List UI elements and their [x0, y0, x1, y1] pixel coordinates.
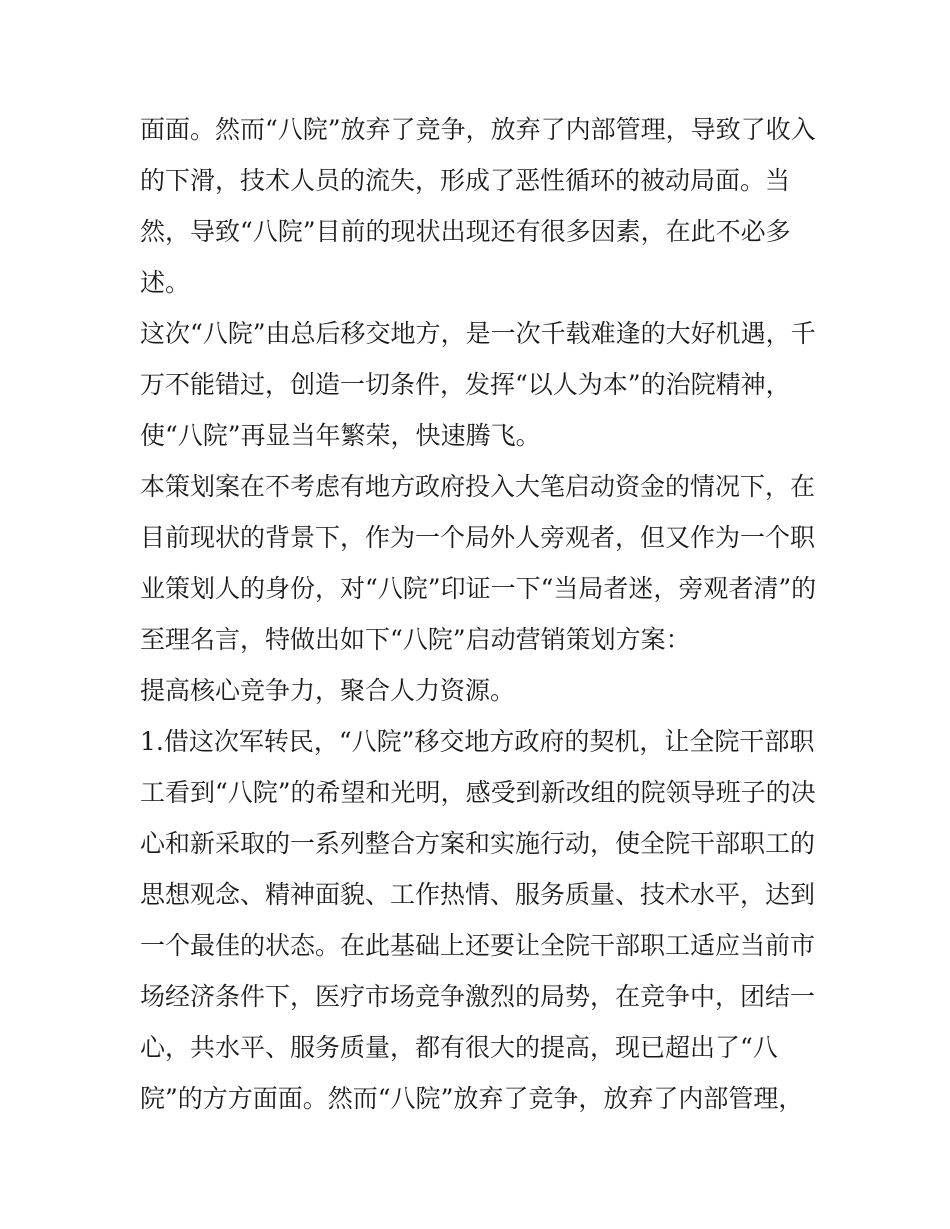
- text-line: 提高核心竞争力，聚合人力资源。: [140, 676, 516, 705]
- text-line: 至理名言，特做出如下“八院”启动营销策划方案：: [140, 625, 691, 654]
- text-line: 面面。然而“八院”放弃了竞争，放弃了内部管理，导致了收入: [140, 115, 816, 144]
- text-line: 的下滑，技术人员的流失，形成了恶性循环的被动局面。当: [140, 166, 791, 195]
- text-line: 院”的方方面面。然而“八院”放弃了竞争，放弃了内部管理，: [140, 1084, 804, 1113]
- text-line: 业策划人的身份，对“八院”印证一下“当局者迷，旁观者清”的: [140, 574, 817, 603]
- text-line: 本策划案在不考虑有地方政府投入大笔启动资金的情况下，在: [140, 472, 816, 501]
- text-line: 述。: [140, 268, 191, 297]
- text-line: 心，共水平、服务质量，都有很大的提高，现已超出了“八: [140, 1033, 778, 1062]
- text-line: 思想观念、精神面貌、工作热情、服务质量、技术水平，达到: [140, 880, 816, 909]
- text-line: 这次“八院”由总后移交地方，是一次千载难逢的大好机遇，千: [140, 319, 816, 348]
- text-line: 万不能错过，创造一切条件，发挥“以人为本”的治院精神，: [140, 370, 791, 399]
- document-body: [140, 104, 830, 1124]
- text-line: 场经济条件下，医疗市场竞争激烈的局势，在竞争中，团结一: [140, 982, 816, 1011]
- text-line: 心和新采取的一系列整合方案和实施行动，使全院干部职工的: [140, 829, 816, 858]
- text-line: 然，导致“八院”目前的现状出现还有很多因素，在此不必多: [140, 217, 791, 246]
- text-line: 目前现状的背景下，作为一个局外人旁观者，但又作为一个职: [140, 523, 816, 552]
- text-line: 一个最佳的状态。在此基础上还要让全院干部职工适应当前市: [140, 931, 816, 960]
- text-line: 工看到“八院”的希望和光明，感受到新改组的院领导班子的决: [140, 778, 816, 807]
- text-line: 使“八院”再显当年繁荣，快速腾飞。: [140, 421, 541, 450]
- text-line: 1.借这次军转民，“八院”移交地方政府的契机，让全院干部职: [140, 727, 815, 756]
